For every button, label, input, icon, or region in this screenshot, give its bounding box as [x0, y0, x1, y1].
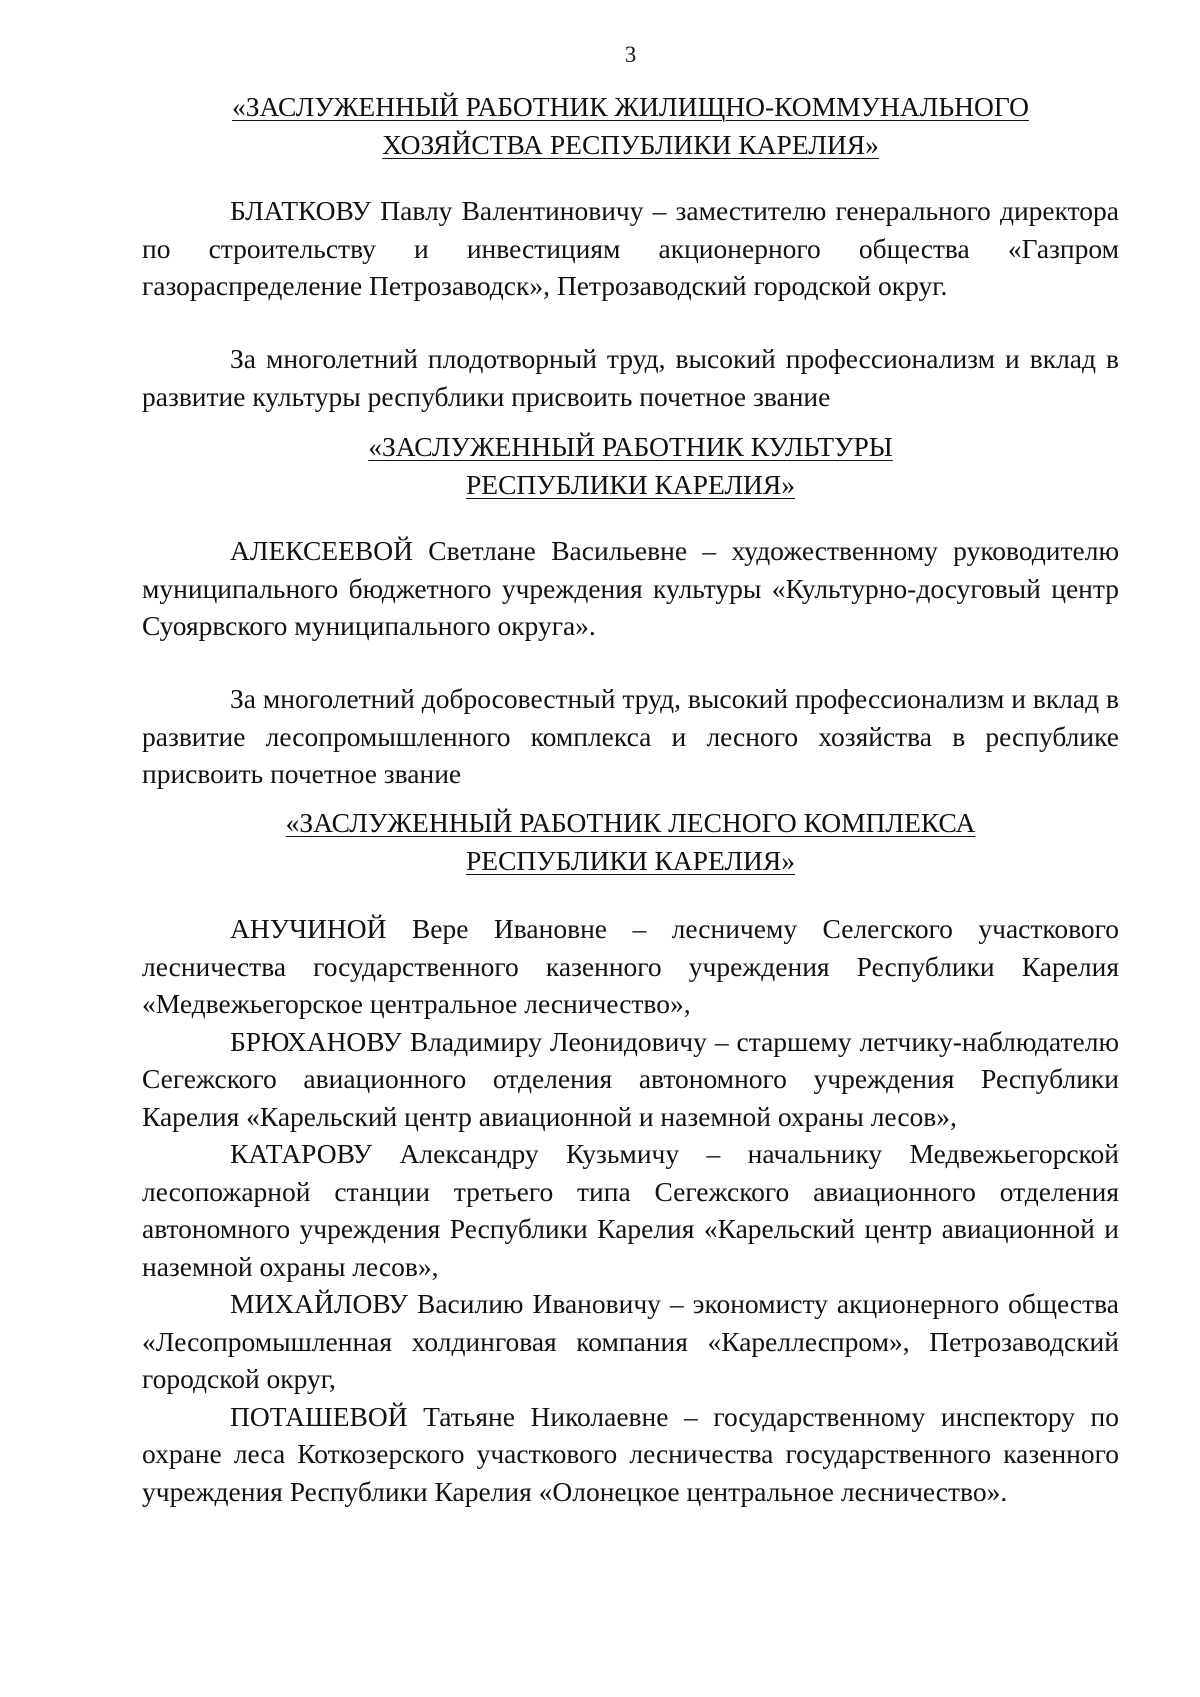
awardee-potasheva: ПОТАШЕВОЙ Татьяне Николаевне – государственному инспектору по охране леса Коткозерского участкового лесничества государственного казенного учреждения Республики Карелия «Олонецкое центральное лесничество».: [142, 1400, 1119, 1507]
awardee-alekseeva: АЛЕКСЕЕВОЙ Светлане Васильевне – художественному руководителю муниципального бюджетного учреждения культуры «Культурно-досуговый центр Суоярвского муниципального округа».: [142, 535, 1119, 641]
awardee-anuchina: АНУЧИНОЙ Вере Ивановне – лесничему Селегского участкового лесничества государственного казенного учреждения Республики Карелия «Медвежьегорское центральное лесничество»,: [142, 913, 1119, 1019]
honorary-title-housing-heading: [142, 88, 1119, 163]
honorary-title-culture-heading: [142, 428, 1119, 503]
forest-awardees-list: [142, 910, 1119, 1510]
awardee-bryukhanov: БРЮХАНОВУ Владимиру Леонидовичу – старшему летчику-наблюдателю Сегежского авиационного отделения автономного учреждения Республики Карелия «Карельский центр авиационной и наземной охраны лесов»,: [142, 1025, 1119, 1132]
awardee-blatkov: БЛАТКОВУ Павлу Валентиновичу – заместителю генерального директора по строительству и инвестициям акционерного общества «Газпром газораспределение Петрозаводск», Петрозаводский городской округ.: [142, 195, 1119, 301]
honorary-title-forest-heading: [142, 804, 1119, 879]
heading-line: «ЗАСЛУЖЕННЫЙ РАБОТНИК ЖИЛИЩНО-КОММУНАЛЬНОГО: [232, 91, 1029, 122]
heading-line: РЕСПУБЛИКИ КАРЕЛИЯ»: [466, 844, 795, 876]
awardee-mikhaylov: МИХАЙЛОВУ Василию Ивановичу – экономисту акционерного общества «Лесопромышленная холдинговая компания «Кареллеспром», Петрозаводский городской округ,: [142, 1288, 1119, 1394]
intro-forest-paragraph: За многолетний добросовестный труд, высокий профессионализм и вклад в развитие лесопромышленного комплекса и лесного хозяйства в республике присвоить почетное звание: [142, 683, 1119, 789]
heading-line: «ЗАСЛУЖЕННЫЙ РАБОТНИК КУЛЬТУРЫ: [368, 431, 893, 462]
heading-line: ХОЗЯЙСТВА РЕСПУБЛИКИ КАРЕЛИЯ»: [382, 128, 879, 160]
intro-culture-paragraph: За многолетний плодотворный труд, высокий профессионализм и вклад в развитие культуры республики присвоить почетное звание: [142, 343, 1119, 412]
awardee-katarov: КАТАРОВУ Александру Кузьмичу – начальнику Медвежьегорской лесопожарной станции третьего типа Сегежского авиационного отделения автономного учреждения Республики Карелия «Карельский центр авиационной и наземной охраны лесов»,: [142, 1138, 1119, 1282]
page-number: 3: [624, 42, 637, 67]
heading-line: «ЗАСЛУЖЕННЫЙ РАБОТНИК ЛЕСНОГО КОМПЛЕКСА: [285, 807, 976, 838]
heading-line: РЕСПУБЛИКИ КАРЕЛИЯ»: [466, 468, 795, 500]
